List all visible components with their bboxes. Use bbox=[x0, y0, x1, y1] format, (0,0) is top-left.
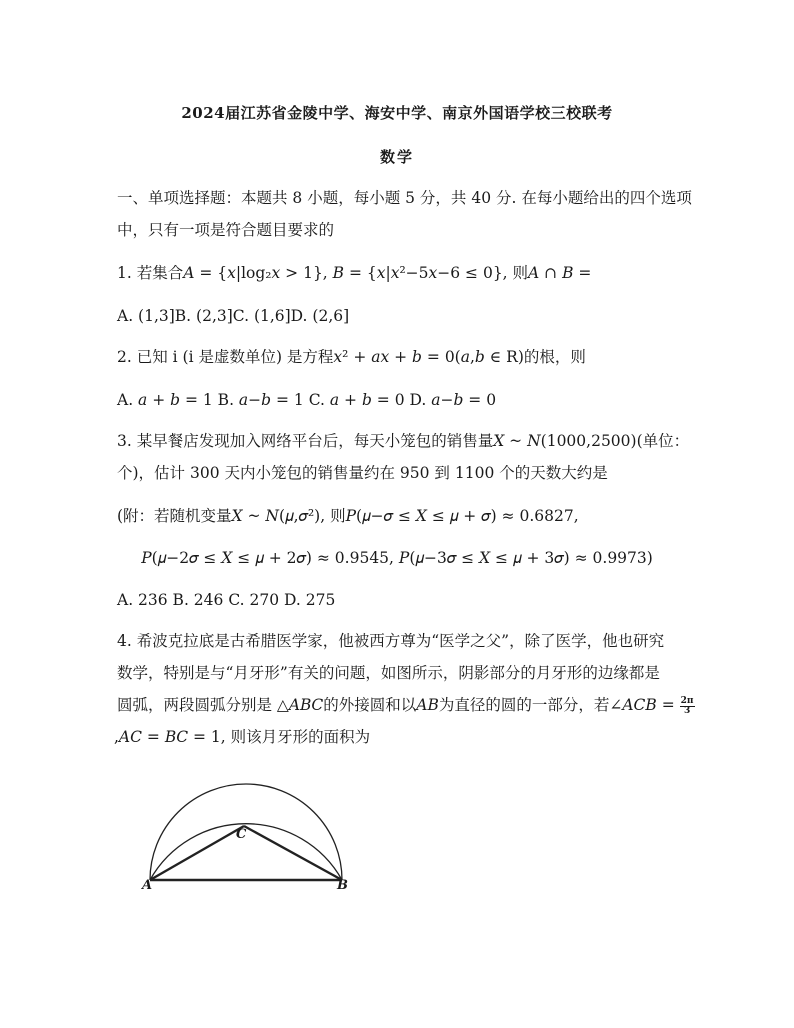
angle-denominator: 3 bbox=[683, 705, 691, 716]
question-4-stem-line-2: 数学，特别是与“月牙形”有关的问题，如图所示，阴影部分的月牙形的边缘都是 bbox=[117, 664, 660, 682]
exam-title: 2024届江苏省金陵中学、海安中学、南京外国语学校三校联考 bbox=[181, 104, 613, 122]
point-a-label: A bbox=[142, 878, 153, 893]
lune-diagram bbox=[140, 775, 360, 895]
question-3-stem-line-2: 个)，估计 300 天内小笼包的销售量约在 950 到 1100 个的天数大约是 bbox=[117, 464, 608, 482]
question-4-stem-line-1: 4. 希波克拉底是古希腊医学家，他被西方尊为“医学之父”，除了医学，他也研究 bbox=[117, 632, 665, 650]
question-1-options: A. (1,3]B. (2,3]C. (1,6]D. (2,6] bbox=[117, 307, 350, 325]
question-1-stem: 1. 若集合𝐴 = {𝑥|log₂𝑥 > 1}, 𝐵 = {𝑥|𝑥²−5𝑥−6 ≤ 0}, 则𝐴 ∩ 𝐵 = bbox=[117, 264, 592, 282]
lune-figure bbox=[140, 775, 360, 895]
question-3-stem-line-1: 3. 某早餐店发现加入网络平台后，每天小笼包的销售量𝑋 ~ 𝑁(1000,2500)(单位： bbox=[117, 432, 690, 450]
section-intro-line-1: 一、单项选择题：本题共 8 小题，每小题 5 分，共 40 分. 在每小题给出的四个选项 bbox=[117, 189, 692, 207]
question-3-note-line-1: (附：若随机变量𝑋 ~ 𝑁(𝜇,𝜎²), 则𝑃(𝜇−𝜎 ≤ 𝑋 ≤ 𝜇 + 𝜎) ≈ 0.6827, bbox=[117, 507, 579, 525]
point-c-label: C bbox=[236, 827, 247, 842]
question-4-stem-line-3-text: 圆弧，两段圆弧分别是 △𝐴𝐵𝐶的外接圆和以𝐴𝐵为直径的圆的一部分，若∠𝐴𝐶𝐵 = bbox=[117, 696, 675, 714]
question-4-stem-line-3 bbox=[117, 695, 697, 716]
angle-numerator: 2π bbox=[680, 695, 694, 706]
point-b-label: B bbox=[337, 878, 348, 893]
question-2-stem: 2. 已知 i (i 是虚数单位) 是方程𝑥² + 𝑎𝑥 + 𝑏 = 0(𝑎,𝑏 ∈ R)的根，则 bbox=[117, 348, 586, 366]
question-3-note-line-2: 𝑃(𝜇−2𝜎 ≤ 𝑋 ≤ 𝜇 + 2𝜎) ≈ 0.9545, 𝑃(𝜇−3𝜎 ≤ 𝑋 ≤ 𝜇 + 3𝜎) ≈ 0.9973) bbox=[141, 549, 653, 567]
question-4-stem-line-4: ,𝐴𝐶 = 𝐵𝐶 = 1, 则该月牙形的面积为 bbox=[114, 728, 371, 746]
angle-fraction bbox=[680, 697, 695, 716]
question-3-options: A. 236 B. 246 C. 270 D. 275 bbox=[117, 591, 336, 609]
subject-title: 数学 bbox=[379, 148, 414, 166]
section-intro-line-2: 中，只有一项是符合题目要求的 bbox=[117, 221, 335, 239]
question-2-options: A. 𝑎 + 𝑏 = 1 B. 𝑎−𝑏 = 1 C. 𝑎 + 𝑏 = 0 D. 𝑎−𝑏 = 0 bbox=[117, 391, 497, 409]
segment-ac bbox=[150, 826, 247, 880]
